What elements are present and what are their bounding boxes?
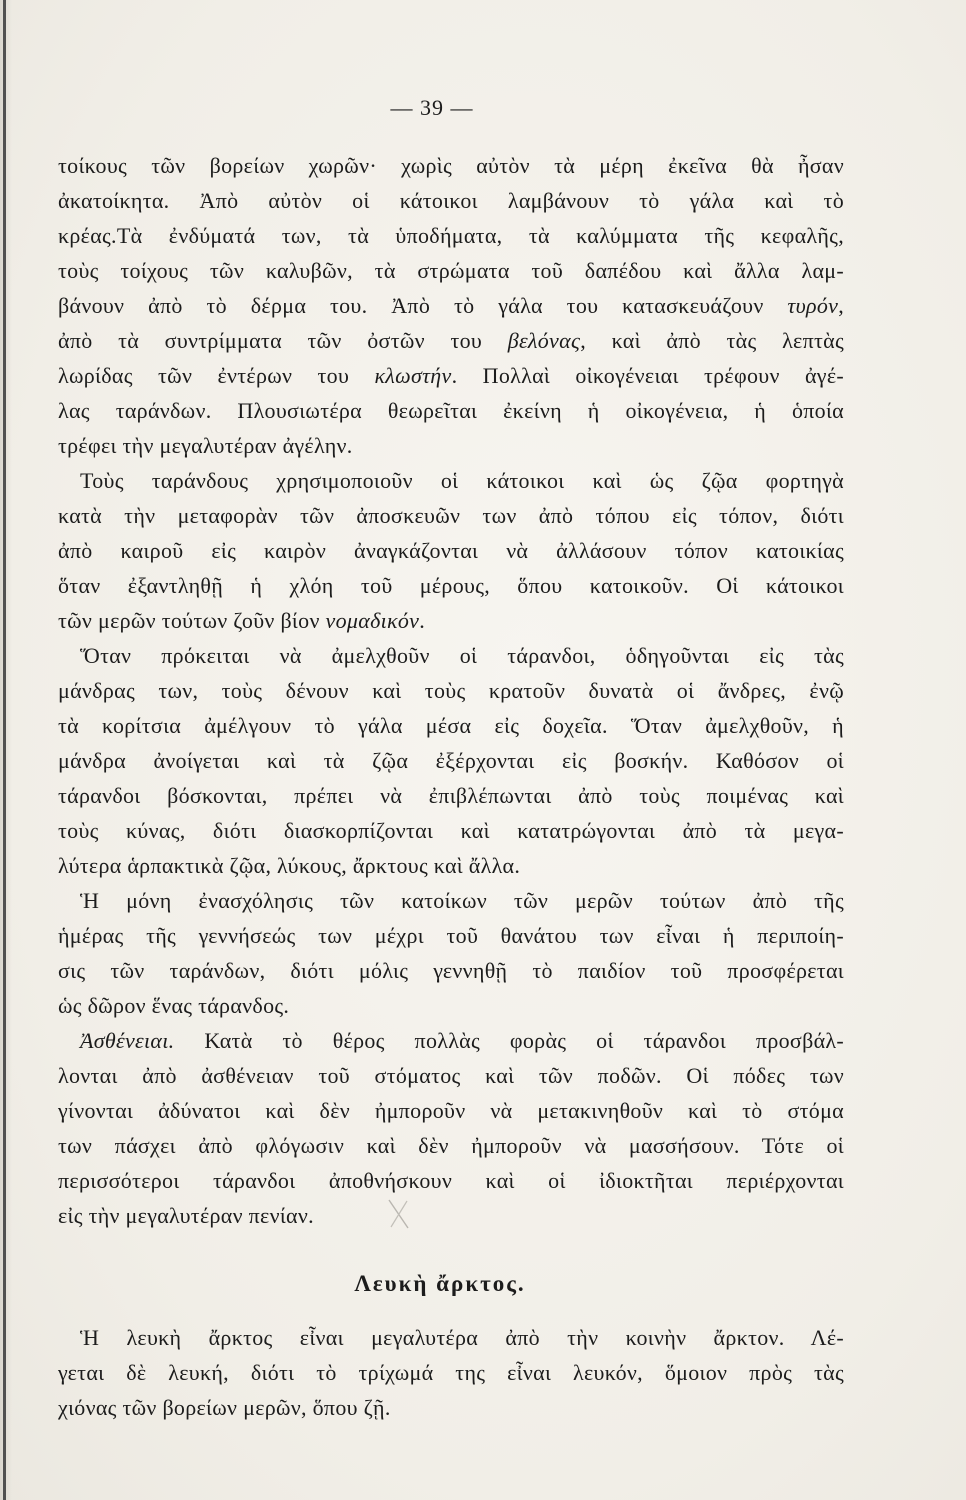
text-line [58,953,844,988]
text-line [58,1390,844,1425]
text-run: τοὺς τοίχους τῶν καλυβῶν, τὰ στρώματα τοῦ δαπέδου καὶ ἄλλα λαμ- [58,258,844,283]
paragraph [58,638,844,883]
italic-text: κλωστήν [374,363,452,388]
text-run: των πάσχει ἀπὸ φλόγωσιν καὶ δὲν ἠμποροῦν νὰ μασσήσουν. Τότε οἱ [58,1133,844,1158]
text-run: κατὰ τὴν μεταφορὰν τῶν ἀποσκευῶν των ἀπὸ τόπου εἰς τόπον, διότι [58,503,844,528]
text-run: . Πολλαὶ οἰκογένειαι τρέφουν ἀγέ- [451,363,844,388]
text-line [58,288,844,323]
text-line [58,218,844,253]
text-run: χιόνας τῶν βορείων μερῶν, ὅπου ζῇ. [58,1395,391,1420]
text-line [58,1355,844,1390]
text-line [58,778,844,813]
paragraph [58,148,844,463]
text-run: ὅταν ἐξαντληθῇ ἡ χλόη τοῦ μέρους, ὅπου κατοικοῦν. Οἱ κάτοικοι [58,573,844,598]
text-line [58,323,844,358]
text-run: , καὶ ἀπὸ τὰς λεπτὰς [580,328,844,353]
text-run: ἀπὸ καιροῦ εἰς καιρὸν ἀναγκάζονται νὰ ἀλλάσουν τόπον κατοικίας [58,538,844,563]
text-line [58,813,844,848]
text-run: τρέφει τὴν μεγαλυτέραν ἀγέλην. [58,433,353,458]
text-line [58,1128,844,1163]
section-heading: Λευκὴ ἄρκτος. [354,1271,526,1296]
text-line [58,1058,844,1093]
body-text-section [58,148,844,1233]
italic-text: νομαδικόν [325,608,420,633]
text-run: τοίκους τῶν βορείων χωρῶν· χωρὶς αὐτὸν τὰ μέρη ἐκεῖνα θὰ ἦσαν [58,153,844,178]
text-run: εἰς τὴν μεγαλυτέραν πενίαν. [58,1203,314,1228]
text-run: Κατὰ τὸ θέρος πολλὰς φορὰς οἱ τάρανδοι προσβάλ- [174,1028,844,1053]
text-run: , [838,293,844,318]
text-line [58,148,844,183]
text-run: τῶν μερῶν τούτων ζοῦν βίον [58,608,326,633]
text-run: γεται δὲ λευκή, διότι τὸ τρίχωμά της εἶναι λευκόν, ὅμοιον πρὸς τὰς [58,1360,844,1385]
text-run: Ὅταν πρόκειται νὰ ἀμελχθοῦν οἱ τάρανδοι, ὁδηγοῦνται εἰς τὰς [80,643,844,668]
italic-text: βελόνας [507,328,581,353]
text-run: τοὺς κύνας, διότι διασκορπίζονται καὶ κατατρώγονται ἀπὸ τὰ μεγα- [58,818,844,843]
text-run: τὰ κορίτσια ἀμέλγουν τὸ γάλα μέσα εἰς δοχεῖα. Ὅταν ἀμελχθοῦν, ἡ [58,713,844,738]
text-run: σις τῶν ταράνδων, διότι μόλις γεννηθῇ τὸ παιδίον τοῦ προσφέρεται [58,958,844,983]
text-line [58,428,844,463]
text-line [58,638,844,673]
text-run: ἀκατοίκητα. Ἀπὸ αὐτὸν οἱ κάτοικοι λαμβάνουν τὸ γάλα καὶ τὸ [58,188,844,213]
text-run: Ἡ λευκὴ ἄρκτος εἶναι μεγαλυτέρα ἀπὸ τὴν κοινὴν ἄρκτον. Λέ- [80,1325,844,1350]
text-run: λωρίδας τῶν ἐντέρων του [58,363,375,388]
text-run: ἀπὸ τὰ συντρίμματα τῶν ὀστῶν του [58,328,508,353]
text-line [58,498,844,533]
text-line [58,463,844,498]
page-number: — 39 — [390,95,474,120]
text-run: ὡς δῶρον ἕνας τάρανδος. [58,993,290,1018]
text-run: περισσότεροι τάρανδοι ἀποθνήσκουν καὶ οἱ ἰδιοκτῆται περιέρχονται [58,1168,844,1193]
text-line [58,603,844,638]
body-text-section [58,1320,844,1425]
text-run: ἡμέρας τῆς γεννήσεώς των μέχρι τοῦ θανάτου των εἶναι ἡ περιποίη- [58,923,844,948]
italic-text: τυρόν [787,293,839,318]
page-edge-shadow [0,0,12,1500]
text-line [58,183,844,218]
text-line [58,533,844,568]
text-line [58,1093,844,1128]
text-line [58,988,844,1023]
paragraph [58,463,844,638]
paragraph [58,1023,844,1233]
text-line [58,1320,844,1355]
text-run: τάρανδοι βόσκονται, πρέπει νὰ ἐπιβλέπωνται ἀπὸ τοὺς ποιμένας καὶ [58,783,844,808]
text-line [58,883,844,918]
text-run: γίνονται ἀδύνατοι καὶ δὲν ἠμποροῦν νὰ μετακινηθοῦν καὶ τὸ στόμα [58,1098,844,1123]
paragraph [58,1320,844,1425]
italic-text: Ἀσθένειαι. [80,1028,175,1053]
text-line [58,1023,844,1058]
text-line [58,358,844,393]
text-run: βάνουν ἀπὸ τὸ δέρμα του. Ἀπὸ τὸ γάλα του κατασκευάζουν [58,293,788,318]
text-run: λας ταράνδων. Πλουσιωτέρα θεωρεῖται ἐκείνη ἡ οἰκογένεια, ἡ ὁποία [58,398,844,423]
text-run: Τοὺς ταράνδους χρησιμοποιοῦν οἱ κάτοικοι καὶ ὡς ζῷα φορτηγὰ [80,468,844,493]
text-run: μάνδρας των, τοὺς δένουν καὶ τοὺς κρατοῦν δυνατὰ οἱ ἄνδρες, ἐνῷ [58,678,844,703]
text-line [58,1163,844,1198]
text-line [58,253,844,288]
pencil-x-mark [386,1198,412,1230]
text-line [58,673,844,708]
text-line [58,708,844,743]
text-run: Ἡ μόνη ἐνασχόλησις τῶν κατοίκων τῶν μερῶν τούτων ἀπὸ τῆς [80,888,844,913]
text-line [58,393,844,428]
text-run: μάνδρα ἀνοίγεται καὶ τὰ ζῷα ἐξέρχονται εἰς βοσκήν. Καθόσον οἱ [58,748,844,773]
paragraph [58,883,844,1023]
text-run: κρέας.Τὰ ἐνδύματά των, τὰ ὑποδήματα, τὰ καλύμματα τῆς κεφαλῆς, [58,223,844,248]
text-line [58,848,844,883]
text-run: λονται ἀπὸ ἀσθένειαν τοῦ στόματος καὶ τῶν ποδῶν. Οἱ πόδες των [58,1063,844,1088]
page-edge-line [3,0,6,1500]
text-run: λύτερα ἁρπακτικὰ ζῷα, λύκους, ἄρκτους καὶ ἄλλα. [58,853,521,878]
text-line [58,918,844,953]
text-line [58,743,844,778]
text-line [58,568,844,603]
text-run: . [419,608,426,633]
text-line [58,1198,844,1233]
